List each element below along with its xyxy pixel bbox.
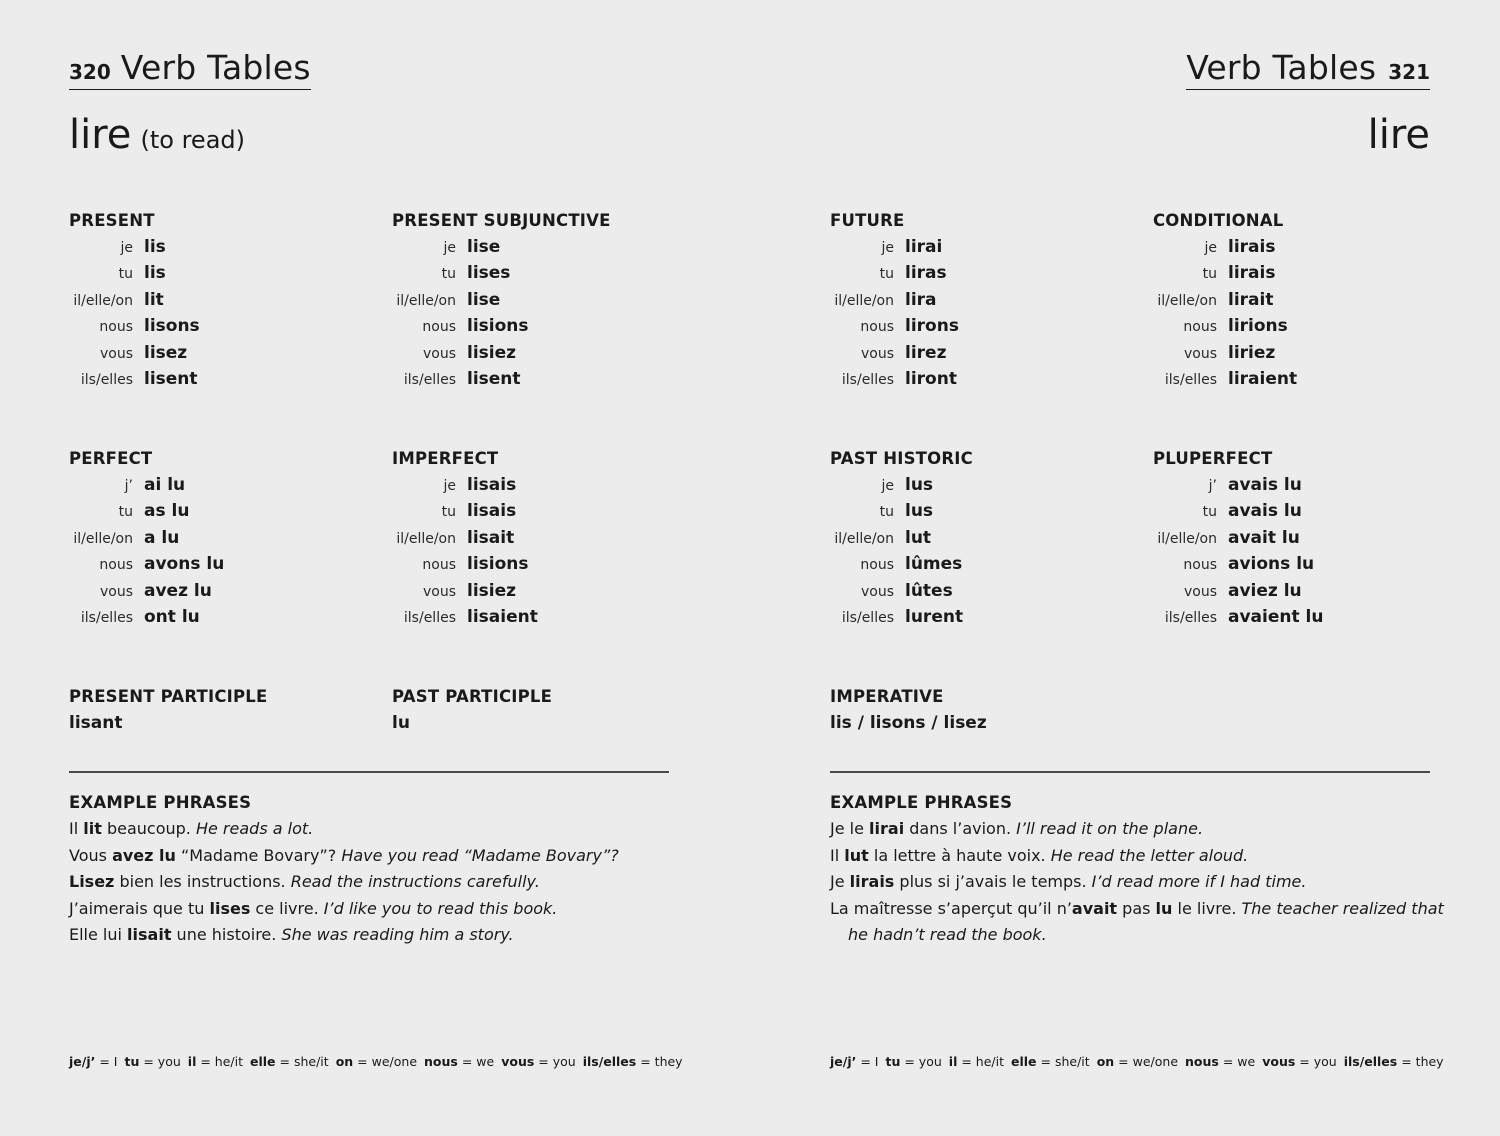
verb-gloss: (to read) bbox=[140, 126, 245, 154]
phrase-text: bien les instructions. bbox=[114, 872, 291, 891]
left-page-header bbox=[69, 48, 311, 90]
verb-highlight: lu bbox=[1155, 898, 1173, 918]
tense-conditional bbox=[1153, 208, 1297, 392]
verb-form: lise bbox=[467, 237, 501, 257]
left-divider bbox=[69, 771, 669, 773]
right-verb-heading: lire bbox=[1367, 112, 1430, 158]
key-meaning: = I bbox=[860, 1054, 879, 1069]
verb-form: lisons bbox=[144, 316, 200, 337]
key-pronoun: tu bbox=[885, 1054, 901, 1069]
phrase-text: la lettre à haute voix. bbox=[868, 845, 1051, 865]
example-phrases-title: EXAMPLE PHRASES bbox=[69, 793, 252, 812]
conjugation-row bbox=[392, 604, 538, 630]
conjugation-row bbox=[392, 551, 538, 577]
right-page-header bbox=[1186, 48, 1430, 90]
key-meaning: = he/it bbox=[961, 1054, 1004, 1069]
verb-form: lisait bbox=[467, 527, 515, 548]
pronoun: vous bbox=[99, 583, 133, 600]
verb-form: avez lu bbox=[144, 580, 212, 601]
conjugation-row bbox=[830, 578, 973, 604]
phrase-text: Il bbox=[69, 819, 84, 838]
pronoun: vous bbox=[422, 583, 456, 600]
example-phrase bbox=[830, 843, 1444, 870]
pronoun: j’ bbox=[1208, 478, 1217, 494]
pronoun: tu bbox=[1202, 504, 1217, 521]
tense-title: PRESENT SUBJUNCTIVE bbox=[392, 211, 611, 230]
pronoun: vous bbox=[99, 345, 133, 362]
example-phrase bbox=[69, 869, 619, 896]
conjugation-row bbox=[69, 313, 200, 339]
pronoun: vous bbox=[1183, 345, 1217, 362]
conjugation-row bbox=[830, 260, 959, 286]
right-divider bbox=[830, 771, 1430, 773]
conjugation-row bbox=[69, 604, 224, 630]
conjugation-row bbox=[392, 472, 538, 498]
conjugation-row bbox=[830, 604, 973, 630]
conjugation-row bbox=[1153, 472, 1323, 498]
pronoun: vous bbox=[422, 345, 456, 362]
pronoun: ils/elles bbox=[841, 609, 894, 626]
key-pronoun: elle bbox=[1011, 1054, 1037, 1069]
verb-form: as lu bbox=[144, 501, 190, 522]
phrase-text: La maîtresse s’aperçut qu’il n’ bbox=[830, 898, 1072, 918]
verb-form: lisaient bbox=[467, 606, 538, 627]
key-meaning: = we bbox=[1222, 1054, 1256, 1069]
verb-form: ai lu bbox=[144, 475, 186, 495]
conjugation-row bbox=[69, 551, 224, 577]
verb-form: lirais bbox=[1228, 237, 1276, 257]
tense-title: PLUPERFECT bbox=[1153, 449, 1273, 468]
verb-highlight: lirais bbox=[849, 872, 895, 891]
translation: Read the instructions carefully. bbox=[290, 872, 540, 891]
verb-form: lise bbox=[467, 289, 501, 310]
key-pronoun: elle bbox=[250, 1054, 276, 1069]
left-verb-heading bbox=[69, 112, 245, 158]
conjugation-row bbox=[392, 340, 611, 366]
key-meaning: = she/it bbox=[1040, 1054, 1090, 1069]
verb-form: liriez bbox=[1228, 342, 1276, 363]
verb-form: avons lu bbox=[144, 554, 225, 575]
translation: He reads a lot. bbox=[195, 819, 314, 838]
conjugation-row bbox=[69, 260, 200, 286]
pronoun: vous bbox=[860, 583, 894, 600]
pronoun: il/elle/on bbox=[834, 530, 894, 547]
key-pronoun: il bbox=[948, 1054, 958, 1069]
verb-form: lisent bbox=[467, 368, 521, 389]
key-meaning: = she/it bbox=[279, 1054, 329, 1069]
phrase-text: “Madame Bovary”? bbox=[175, 845, 342, 865]
example-phrase bbox=[69, 896, 619, 923]
pronoun: tu bbox=[879, 266, 894, 283]
phrase-text: le livre. bbox=[1172, 898, 1242, 918]
conjugation-row bbox=[1153, 498, 1323, 524]
example-phrase bbox=[69, 843, 619, 870]
verb-form: avaient lu bbox=[1228, 606, 1324, 627]
tense-title: IMPERFECT bbox=[392, 449, 499, 468]
pronoun: il/elle/on bbox=[1157, 292, 1217, 309]
key-meaning: = I bbox=[99, 1054, 118, 1069]
conjugation-row bbox=[830, 287, 959, 313]
key-pronoun: nous bbox=[424, 1054, 458, 1069]
conjugation-row bbox=[69, 525, 224, 551]
phrase-text: Il bbox=[830, 845, 845, 865]
translation: Have you read “Madame Bovary”? bbox=[341, 845, 619, 865]
verb-form: liraient bbox=[1228, 368, 1298, 389]
conjugation-row bbox=[392, 498, 538, 524]
verb-form: lit bbox=[144, 289, 164, 310]
verb-form: aviez lu bbox=[1228, 580, 1302, 601]
example-phrase bbox=[830, 896, 1444, 923]
verb-form: a lu bbox=[144, 527, 180, 548]
conjugation-row bbox=[69, 366, 200, 392]
phrase-text: plus si j’avais le temps. bbox=[894, 872, 1092, 891]
translation: The teacher realized that bbox=[1241, 898, 1444, 918]
phrase-text: Je bbox=[830, 872, 850, 891]
key-pronoun: nous bbox=[1185, 1054, 1219, 1069]
phrase-text: beaucoup. bbox=[101, 819, 196, 838]
verb-form: lûtes bbox=[905, 580, 953, 601]
pronoun: nous bbox=[99, 319, 133, 336]
verb-highlight: lit bbox=[83, 819, 102, 838]
phrase-text: Vous bbox=[69, 845, 113, 865]
verb-form: lisent bbox=[144, 368, 198, 389]
conjugation-row bbox=[69, 578, 224, 604]
verb-highlight: avez lu bbox=[112, 845, 176, 865]
verb-form: lis bbox=[144, 263, 166, 284]
key-meaning: = they bbox=[640, 1054, 683, 1069]
pronoun: j’ bbox=[124, 478, 133, 494]
pronoun: je bbox=[443, 478, 456, 494]
key-meaning: = we/one bbox=[357, 1054, 418, 1069]
verb-form: lûmes bbox=[905, 554, 963, 575]
conjugation-row bbox=[1153, 234, 1297, 260]
key-meaning: = you bbox=[904, 1054, 942, 1069]
tense-perfect bbox=[69, 446, 224, 630]
conjugation-row bbox=[69, 472, 224, 498]
verb-form: lirai bbox=[905, 237, 943, 257]
verb-form: lis bbox=[144, 237, 166, 257]
verb-highlight: lut bbox=[844, 845, 869, 865]
imperative-title: IMPERATIVE bbox=[830, 687, 944, 706]
verb-form: lirions bbox=[1228, 316, 1288, 337]
conjugation-row bbox=[69, 498, 224, 524]
translation: She was reading him a story. bbox=[281, 925, 514, 944]
verb-form: lisions bbox=[467, 554, 529, 575]
pronoun: nous bbox=[99, 557, 133, 574]
key-pronoun: vous bbox=[1262, 1054, 1296, 1069]
conjugation-row bbox=[830, 498, 973, 524]
conjugation-row bbox=[830, 366, 959, 392]
tense-title: PERFECT bbox=[69, 449, 153, 468]
translation: I’d like you to read this book. bbox=[323, 898, 558, 918]
verb-form: lisions bbox=[467, 316, 529, 337]
key-meaning: = he/it bbox=[200, 1054, 243, 1069]
conjugation-row bbox=[392, 366, 611, 392]
key-meaning: = you bbox=[1299, 1054, 1337, 1069]
verb-form: liront bbox=[905, 368, 957, 389]
tense-title: CONDITIONAL bbox=[1153, 211, 1284, 230]
key-meaning: = we/one bbox=[1118, 1054, 1179, 1069]
key-pronoun: il bbox=[187, 1054, 197, 1069]
verb-form: lisais bbox=[467, 501, 517, 522]
pronoun: tu bbox=[441, 504, 456, 521]
tense-imperfect bbox=[392, 446, 538, 630]
pronoun: ils/elles bbox=[80, 371, 133, 388]
pronoun: tu bbox=[441, 266, 456, 283]
conjugation-row bbox=[1153, 551, 1323, 577]
pronoun: je bbox=[881, 478, 894, 494]
left-page-number: 320 bbox=[69, 60, 111, 84]
conjugation-row bbox=[1153, 313, 1297, 339]
pronoun: tu bbox=[118, 504, 133, 521]
verb-form: avions lu bbox=[1228, 554, 1315, 575]
verb-form: lus bbox=[905, 475, 934, 495]
pronoun: nous bbox=[1183, 557, 1217, 574]
pronoun: nous bbox=[422, 557, 456, 574]
conjugation-row bbox=[830, 313, 959, 339]
pronoun: nous bbox=[1183, 319, 1217, 336]
verb-form: lisais bbox=[467, 475, 517, 495]
present-participle-block bbox=[69, 684, 267, 736]
right-example-phrases bbox=[830, 790, 1444, 949]
verb-form: avait lu bbox=[1228, 527, 1300, 548]
pronoun: tu bbox=[1202, 266, 1217, 283]
tense-future bbox=[830, 208, 959, 392]
conjugation-row bbox=[392, 525, 538, 551]
pronoun: ils/elles bbox=[80, 609, 133, 626]
conjugation-row bbox=[830, 234, 959, 260]
verb-form: liras bbox=[905, 263, 947, 284]
verb-form: lises bbox=[467, 263, 511, 284]
tense-present-subjunctive bbox=[392, 208, 611, 392]
pronoun: je bbox=[881, 240, 894, 256]
right-pronoun-key bbox=[830, 1054, 1444, 1069]
key-pronoun: on bbox=[335, 1054, 354, 1069]
conjugation-row bbox=[1153, 260, 1297, 286]
verb-highlight: Lisez bbox=[69, 872, 115, 891]
pronoun: ils/elles bbox=[403, 609, 456, 626]
tense-title: FUTURE bbox=[830, 211, 905, 230]
example-phrase bbox=[830, 869, 1444, 896]
verb-form: lus bbox=[905, 501, 934, 522]
verb-highlight: avait bbox=[1071, 898, 1118, 918]
pronoun: nous bbox=[860, 319, 894, 336]
example-phrases-title: EXAMPLE PHRASES bbox=[830, 793, 1013, 812]
conjugation-row bbox=[830, 340, 959, 366]
pronoun: ils/elles bbox=[1164, 609, 1217, 626]
conjugation-row bbox=[1153, 366, 1297, 392]
pronoun: il/elle/on bbox=[1157, 530, 1217, 547]
example-phrase bbox=[830, 922, 1444, 949]
key-meaning: = you bbox=[143, 1054, 181, 1069]
phrase-text: pas bbox=[1117, 898, 1156, 918]
verb-form: lira bbox=[905, 289, 937, 310]
conjugation-row bbox=[69, 287, 200, 313]
tense-title: PRESENT bbox=[69, 211, 155, 230]
tense-past-historic bbox=[830, 446, 973, 630]
left-example-phrases bbox=[69, 790, 619, 949]
example-phrase bbox=[830, 816, 1444, 843]
imperative-block bbox=[830, 684, 987, 736]
conjugation-row bbox=[392, 313, 611, 339]
key-pronoun: ils/elles bbox=[582, 1054, 637, 1069]
phrase-text: ce livre. bbox=[250, 898, 324, 918]
left-header-title: Verb Tables bbox=[120, 48, 311, 87]
conjugation-row bbox=[830, 472, 973, 498]
pronoun: il/elle/on bbox=[73, 530, 133, 547]
conjugation-row bbox=[1153, 287, 1297, 313]
key-pronoun: je/j’ bbox=[830, 1054, 857, 1069]
pronoun: je bbox=[443, 240, 456, 256]
pronoun: tu bbox=[118, 266, 133, 283]
conjugation-row bbox=[1153, 525, 1323, 551]
present-participle-value: lisant bbox=[69, 713, 123, 733]
verb-form: lisez bbox=[144, 342, 188, 363]
conjugation-row bbox=[1153, 340, 1297, 366]
verb-form: lirais bbox=[1228, 263, 1276, 284]
pronoun: ils/elles bbox=[403, 371, 456, 388]
pronoun: il/elle/on bbox=[396, 530, 456, 547]
phrase-text: J’aimerais que tu bbox=[69, 898, 210, 918]
key-pronoun: vous bbox=[501, 1054, 535, 1069]
pronoun: vous bbox=[860, 345, 894, 362]
verb-infinitive: lire bbox=[69, 112, 132, 158]
pronoun: il/elle/on bbox=[396, 292, 456, 309]
verb-form: lut bbox=[905, 527, 932, 548]
past-participle-value: lu bbox=[392, 713, 410, 733]
conjugation-row bbox=[69, 234, 200, 260]
past-participle-block bbox=[392, 684, 552, 736]
conjugation-row bbox=[830, 525, 973, 551]
phrase-text: dans l’avion. bbox=[904, 819, 1017, 838]
pronoun: vous bbox=[1183, 583, 1217, 600]
key-pronoun: on bbox=[1096, 1054, 1115, 1069]
verb-form: lisiez bbox=[467, 342, 517, 363]
verb-form: avais lu bbox=[1228, 475, 1302, 495]
verb-form: lirez bbox=[905, 342, 947, 363]
conjugation-row bbox=[392, 260, 611, 286]
key-pronoun: tu bbox=[124, 1054, 140, 1069]
verb-form: lurent bbox=[905, 606, 964, 627]
tense-present bbox=[69, 208, 200, 392]
conjugation-row bbox=[392, 234, 611, 260]
key-meaning: = they bbox=[1401, 1054, 1444, 1069]
pronoun: je bbox=[1204, 240, 1217, 256]
key-meaning: = we bbox=[461, 1054, 495, 1069]
verb-highlight: lirai bbox=[869, 819, 905, 838]
pronoun: tu bbox=[879, 504, 894, 521]
tense-title: PAST HISTORIC bbox=[830, 449, 973, 468]
verb-highlight: lises bbox=[209, 898, 251, 918]
imperative-value: lis / lisons / lisez bbox=[830, 713, 987, 733]
verb-form: lirons bbox=[905, 316, 959, 337]
example-phrase bbox=[69, 816, 619, 843]
phrase-text: Elle lui bbox=[69, 925, 128, 944]
pronoun: je bbox=[120, 240, 133, 256]
present-participle-title: PRESENT PARTICIPLE bbox=[69, 687, 268, 706]
pronoun: ils/elles bbox=[1164, 371, 1217, 388]
conjugation-row bbox=[1153, 604, 1323, 630]
conjugation-row bbox=[392, 287, 611, 313]
right-page-number: 321 bbox=[1388, 60, 1430, 84]
phrase-text: une histoire. bbox=[171, 925, 282, 944]
left-pronoun-key bbox=[69, 1054, 683, 1069]
verb-form: ont lu bbox=[144, 606, 200, 627]
pronoun: nous bbox=[860, 557, 894, 574]
conjugation-row bbox=[392, 578, 538, 604]
verb-form: avais lu bbox=[1228, 501, 1302, 522]
pronoun: ils/elles bbox=[841, 371, 894, 388]
translation: I’d read more if I had time. bbox=[1091, 872, 1307, 891]
past-participle-title: PAST PARTICIPLE bbox=[392, 687, 553, 706]
key-pronoun: je/j’ bbox=[69, 1054, 96, 1069]
tense-pluperfect bbox=[1153, 446, 1323, 630]
verb-form: lirait bbox=[1228, 289, 1274, 310]
verb-highlight: lisait bbox=[127, 925, 172, 944]
translation: he hadn’t read the book. bbox=[848, 925, 1047, 944]
pronoun: il/elle/on bbox=[834, 292, 894, 309]
key-meaning: = you bbox=[538, 1054, 576, 1069]
conjugation-row bbox=[830, 551, 973, 577]
phrase-text: Je le bbox=[830, 819, 870, 838]
conjugation-row bbox=[1153, 578, 1323, 604]
right-header-title: Verb Tables bbox=[1186, 48, 1377, 87]
conjugation-row bbox=[69, 340, 200, 366]
translation: I’ll read it on the plane. bbox=[1016, 819, 1204, 838]
pronoun: il/elle/on bbox=[73, 292, 133, 309]
example-phrase bbox=[69, 922, 619, 949]
translation: He read the letter aloud. bbox=[1050, 845, 1249, 865]
pronoun: nous bbox=[422, 319, 456, 336]
key-pronoun: ils/elles bbox=[1343, 1054, 1398, 1069]
verb-form: lisiez bbox=[467, 580, 517, 601]
